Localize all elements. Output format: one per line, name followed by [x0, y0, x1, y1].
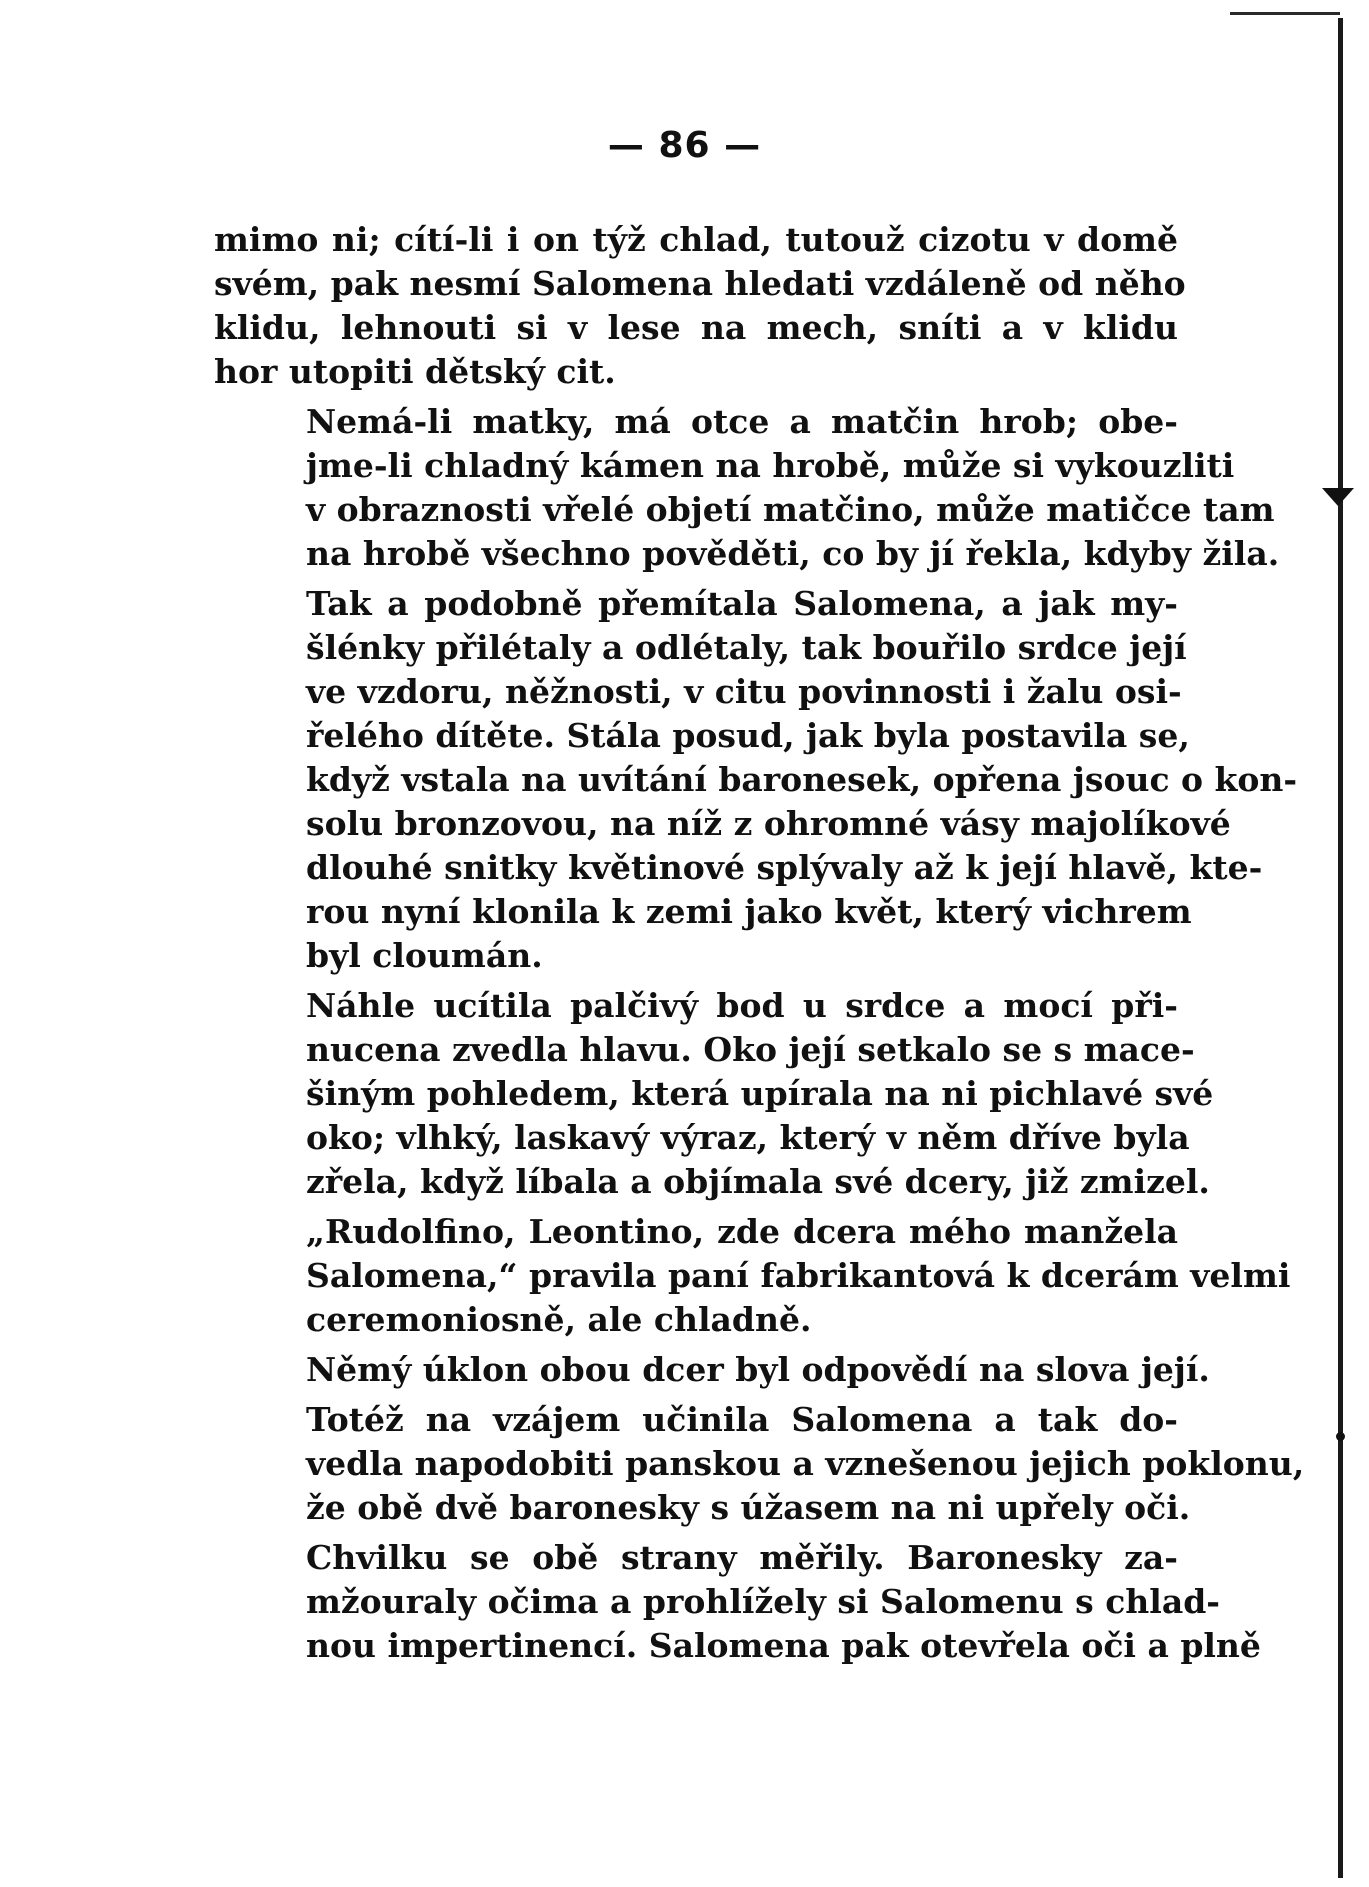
text-line: Němý úklon obou dcer byl odpovědí na slova její. — [306, 1350, 1210, 1389]
scan-edge-top — [1230, 12, 1340, 15]
text-line: dlouhé snitky květinové splývaly až k její hlavě, kte- — [306, 848, 1263, 887]
paragraph — [214, 582, 1298, 978]
text-line: ve vzdoru, něžnosti, v citu povinnosti i žalu osi- — [306, 672, 1182, 711]
text-line: ceremoniosně, ale chladně. — [306, 1300, 812, 1339]
text-line: byl cloumán. — [306, 936, 543, 975]
paragraph — [214, 984, 1214, 1204]
paragraph — [214, 1398, 1305, 1530]
scan-edge-marker — [1322, 488, 1354, 506]
text-line: Chvilku se obě strany měřily. Baronesky za- — [306, 1538, 1178, 1577]
page-number: — 86 — — [607, 125, 762, 166]
text-line: nucena zvedla hlavu. Oko její setkalo se s mace- — [306, 1030, 1195, 1069]
text-line: šlénky přilétaly a odlétaly, tak bouřilo srdce její — [306, 628, 1187, 667]
text-line: rou nyní klonila k zemi jako květ, který vichrem — [306, 892, 1192, 931]
text-line: Nemá-li matky, má otce a matčin hrob; obe- — [306, 402, 1178, 441]
text-line: oko; vlhký, laskavý výraz, který v něm dříve byla — [306, 1118, 1190, 1157]
scan-edge-dot — [1336, 1432, 1345, 1441]
text-line: hor utopiti dětský cit. — [214, 352, 616, 391]
text-line: svém, pak nesmí Salomena hledati vzdáleně od něho — [214, 264, 1186, 303]
text-line: zřela, když líbala a objímala své dcery, již zmizel. — [306, 1162, 1210, 1201]
text-line: Salomena,“ pravila paní fabrikantová k dcerám velmi — [306, 1256, 1291, 1295]
text-line: nou impertinencí. Salomena pak otevřela oči a plně — [306, 1626, 1261, 1665]
paragraph — [214, 218, 1186, 394]
paragraph — [214, 1210, 1291, 1342]
text-line: solu bronzovou, na níž z ohromné vásy majolíkové — [306, 804, 1231, 843]
paragraph — [214, 1348, 1210, 1392]
paragraph — [214, 1536, 1261, 1668]
text-line: když vstala na uvítání baronesek, opřena jsouc o kon- — [306, 760, 1298, 799]
text-line: jme-li chladný kámen na hrobě, může si vykouzliti — [306, 446, 1235, 485]
text-line: vedla napodobiti panskou a vznešenou jejich poklonu, — [306, 1444, 1305, 1483]
text-line: „Rudolfino, Leontino, zde dcera mého manžela — [306, 1212, 1178, 1251]
paragraph — [214, 400, 1280, 576]
text-line: řelého dítěte. Stála posud, jak byla postavila se, — [306, 716, 1190, 755]
text-line: mimo ni; cítí-li i on týž chlad, tutouž cizotu v domě — [214, 220, 1178, 259]
text-line: v obraznosti vřelé objetí matčino, může matičce tam — [306, 490, 1275, 529]
text-line: na hrobě všechno pověděti, co by jí řekla, kdyby žila. — [306, 534, 1280, 573]
text-line: Totéž na vzájem učinila Salomena a tak do- — [306, 1400, 1178, 1439]
text-line: Tak a podobně přemítala Salomena, a jak my- — [306, 584, 1178, 623]
text-line: šiným pohledem, která upírala na ni pichlavé své — [306, 1074, 1214, 1113]
text-line: mžouraly očima a prohlížely si Salomenu s chlad- — [306, 1582, 1220, 1621]
text-line: že obě dvě baronesky s úžasem na ni upřely oči. — [306, 1488, 1191, 1527]
scan-edge-right — [1338, 18, 1343, 1878]
text-line: klidu, lehnouti si v lese na mech, sníti a v klidu — [214, 308, 1178, 347]
body-text — [214, 218, 1305, 1674]
text-line: Náhle ucítila palčivý bod u srdce a mocí při- — [306, 986, 1178, 1025]
